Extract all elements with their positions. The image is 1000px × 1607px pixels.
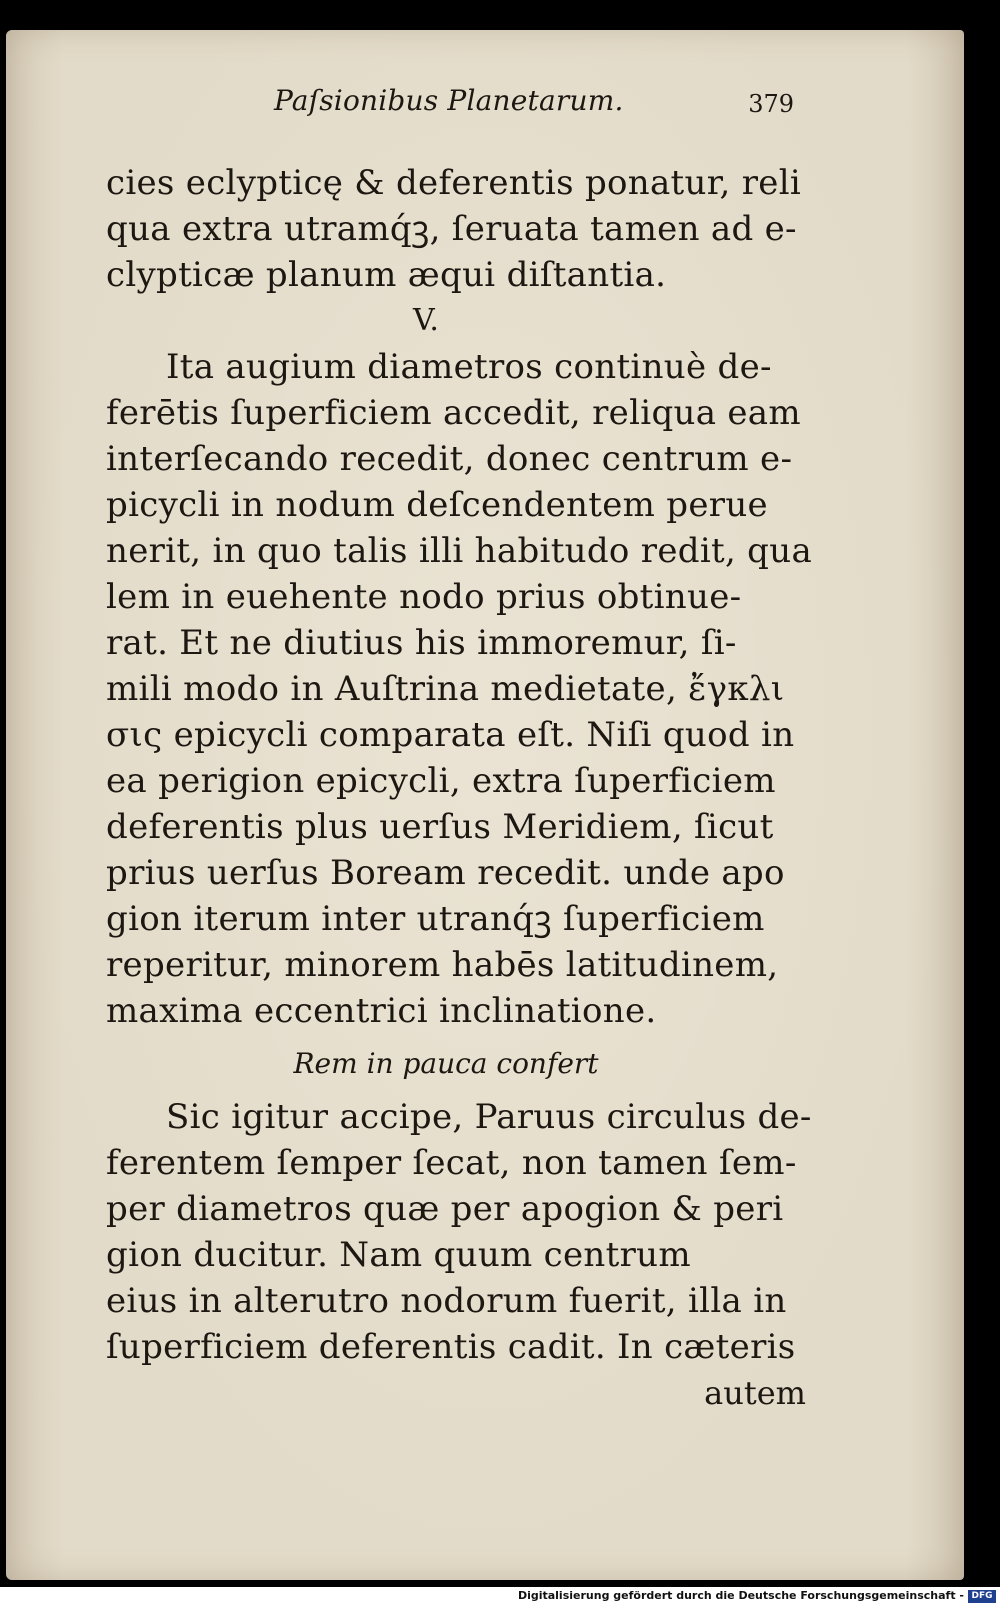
dfg-logo: DFG (968, 1590, 996, 1603)
text-line: clypticæ planum æqui diſtantia. (106, 255, 667, 295)
text-line: qua extra utramq́ꝫ, ſeruata tamen ad e- (106, 209, 797, 249)
footer-bar (0, 1587, 1000, 1607)
text-line: gion ducitur. Nam quum centrum (106, 1235, 691, 1275)
text-line: gion iterum inter utranq́ꝫ ſuperficiem (106, 899, 765, 939)
text-line: lem in euehente nodo prius obtinue- (106, 577, 742, 617)
body-text (106, 160, 813, 1416)
page-number: 379 (748, 90, 794, 118)
subheading: Rem in pauca confert (293, 1047, 599, 1080)
text-line: ea perigion epicycli, extra ſuperficiem (106, 761, 776, 801)
text-line: nerit, in quo talis illi habitudo redit, qua (106, 531, 813, 571)
text-line: deferentis plus uerſus Meridiem, ſicut (106, 807, 774, 847)
text-line: Ita augium diametros continuè de- (166, 347, 772, 387)
text-line: picycli in nodum deſcendentem perue (106, 485, 768, 525)
text-line: reperitur, minorem habēs latitudinem, (106, 945, 779, 985)
text-line: rat. Et ne diutius his immoremur, ſi- (106, 623, 737, 663)
section-numeral: V. (413, 303, 439, 338)
text-line: prius uerſus Boream recedit. unde apo (106, 853, 785, 893)
text-line: interſecando recedit, donec centrum e- (106, 439, 793, 479)
text-line: per diametros quæ per apogion & peri (106, 1189, 784, 1229)
running-head (274, 84, 794, 124)
text-line: ferentem ſemper ſecat, non tamen ſem- (106, 1143, 797, 1183)
text-line: maxima eccentrici inclinatione. (106, 991, 657, 1031)
catchword: autem (704, 1374, 806, 1412)
running-title: Paſsionibus Planetarum. (274, 84, 624, 117)
text-line: ſuperficiem deferentis cadit. In cæteris (106, 1327, 796, 1367)
text-line: σις epicycli comparata eſt. Niſi quod in (106, 715, 795, 755)
text-line: ferētis ſuperficiem accedit, reliqua eam (106, 393, 801, 433)
text-line: Sic igitur accipe, Paruus circulus de- (166, 1097, 812, 1137)
book-page (6, 30, 964, 1580)
funding-credit: Digitalisierung gefördert durch die Deutsche Forschungsgemeinschaft - (517, 1589, 964, 1602)
text-line: eius in alterutro nodorum fuerit, illa in (106, 1281, 787, 1321)
text-line: mili modo in Auſtrina medietate, ἔγκλι (106, 669, 785, 709)
text-line: cies eclypticę & deferentis ponatur, reli (106, 163, 802, 203)
